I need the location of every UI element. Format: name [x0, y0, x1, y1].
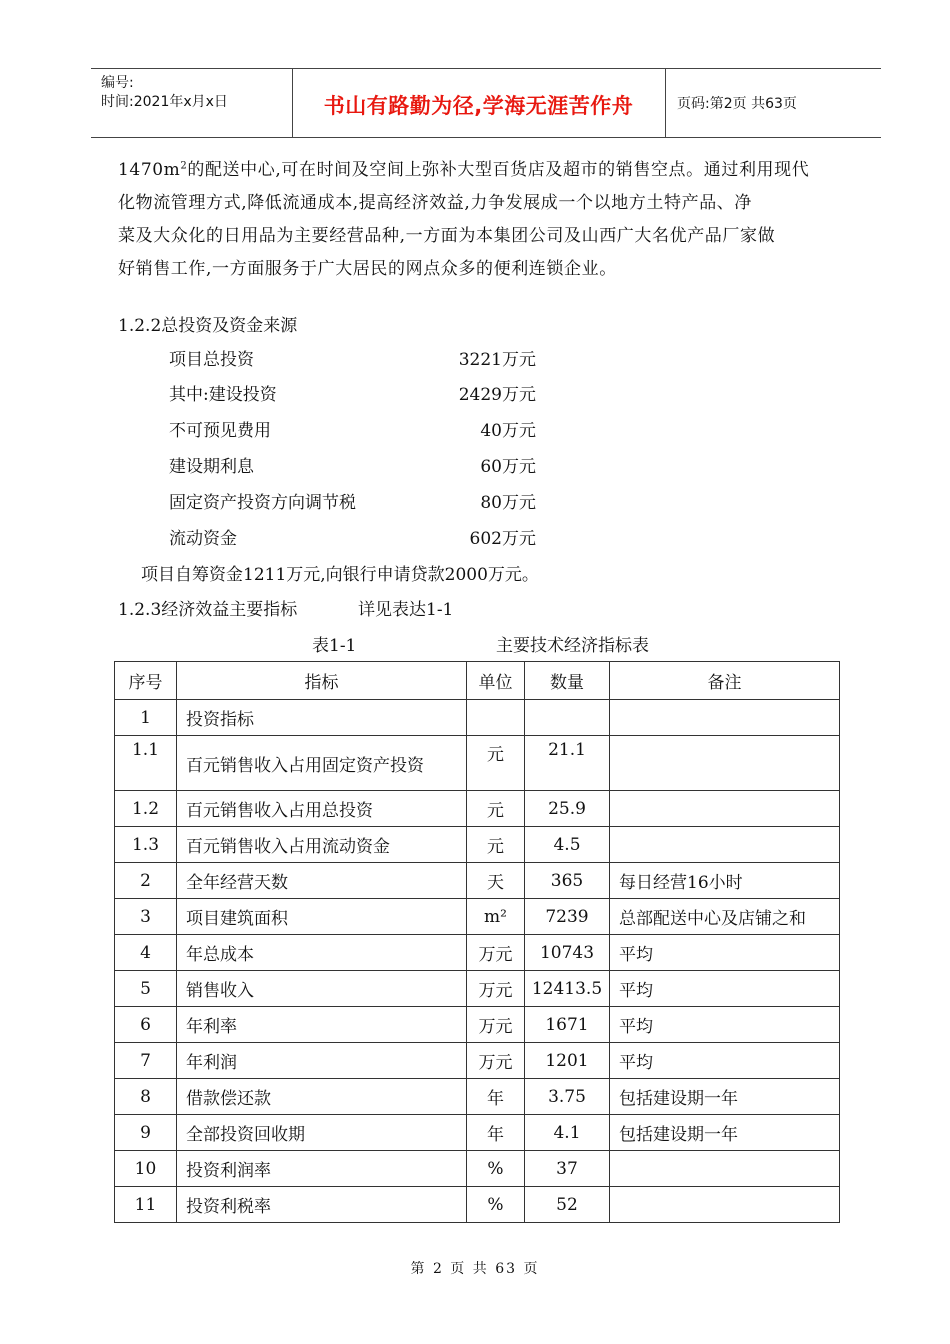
table-cell: 全年经营天数: [177, 863, 467, 899]
table-cell: %: [467, 1187, 525, 1223]
table-cell: 百元销售收入占用总投资: [177, 791, 467, 827]
investment-item-value: 40万元: [480, 421, 536, 441]
table-cell: 1.1: [115, 736, 177, 791]
table-cell: 7239: [525, 899, 610, 935]
table-header-cell: 序号: [115, 662, 177, 700]
table-row: [115, 791, 840, 827]
section-1-2-3-title: 1.2.3经济效益主要指标: [118, 600, 298, 620]
table-row: [115, 1079, 840, 1115]
investment-item-value: 60万元: [480, 457, 536, 477]
table-row: [115, 935, 840, 971]
investment-item-label: 不可预见费用: [169, 421, 271, 441]
table-cell: 4.5: [525, 827, 610, 863]
table-cell: 9: [115, 1115, 177, 1151]
page-footer: 第 2 页 共 63 页: [410, 1261, 540, 1277]
table-cell: 每日经营16小时: [610, 863, 840, 899]
table-cell: 21.1: [525, 736, 610, 791]
table-cell: 365: [525, 863, 610, 899]
table-cell: 总部配送中心及店铺之和: [610, 899, 840, 935]
header-page-cell: [665, 69, 881, 137]
table-row: [115, 700, 840, 736]
table-cell: 平均: [610, 971, 840, 1007]
table-header-cell: 备注: [610, 662, 840, 700]
investment-item-label: 项目总投资: [169, 350, 254, 370]
header-motto: 书山有路勤为径,学海无涯苦作舟: [323, 94, 634, 118]
table-cell: [610, 1187, 840, 1223]
table-cell: 4.1: [525, 1115, 610, 1151]
table-cell: 平均: [610, 1007, 840, 1043]
table-row: [115, 1043, 840, 1079]
table-cell: 借款偿还款: [177, 1079, 467, 1115]
section-1-2-3-note: 详见表达1-1: [358, 600, 454, 620]
table-cell: 投资利税率: [177, 1187, 467, 1223]
investment-item-label: 流动资金: [169, 529, 237, 549]
investment-item-value: 602万元: [469, 529, 536, 549]
header-motto-cell: [292, 69, 666, 137]
table-cell: 2: [115, 863, 177, 899]
table-cell: 投资指标: [177, 700, 467, 736]
table-cell: 7: [115, 1043, 177, 1079]
table-cell: 包括建设期一年: [610, 1115, 840, 1151]
table-cell: 全部投资回收期: [177, 1115, 467, 1151]
table-row: [115, 736, 840, 791]
investment-item-value: 2429万元: [458, 385, 536, 405]
intro-area-superscript: 2: [180, 160, 188, 172]
table-header-cell: 单位: [467, 662, 525, 700]
table-cell: 万元: [467, 1007, 525, 1043]
table-cell: 12413.5: [525, 971, 610, 1007]
table-cell: 4: [115, 935, 177, 971]
table-cell: 年利率: [177, 1007, 467, 1043]
header-meta: [91, 69, 293, 137]
table-row: [115, 1151, 840, 1187]
table-cell: [610, 700, 840, 736]
table-cell: 3: [115, 899, 177, 935]
table-cell: 6: [115, 1007, 177, 1043]
table-cell: [610, 791, 840, 827]
intro-area-value: 1470m: [118, 160, 181, 180]
table-cell: 平均: [610, 1043, 840, 1079]
table-cell: 1: [115, 700, 177, 736]
table-cell: 年利润: [177, 1043, 467, 1079]
funding-statement: 项目自筹资金1211万元,向银行申请贷款2000万元。: [141, 565, 539, 585]
intro-paragraph: [118, 154, 858, 286]
intro-line-1: [118, 154, 858, 187]
table-cell: 1.3: [115, 827, 177, 863]
table-cell: 年: [467, 1115, 525, 1151]
table-cell: 天: [467, 863, 525, 899]
table-cell: 25.9: [525, 791, 610, 827]
table-cell: 项目建筑面积: [177, 899, 467, 935]
table-caption-number: 表1-1: [312, 636, 357, 656]
intro-line-2: 化物流管理方式,降低流通成本,提高经济效益,力争发展成一个以地方土特产品、净: [118, 193, 753, 213]
investment-item-label: 固定资产投资方向调节税: [169, 493, 356, 513]
table-row: [115, 899, 840, 935]
investment-item-value: 3221万元: [458, 350, 536, 370]
document-time-label: 时间:2021年x月x日: [101, 94, 228, 110]
table-cell: 万元: [467, 971, 525, 1007]
table-cell: 年总成本: [177, 935, 467, 971]
table-cell: 百元销售收入占用流动资金: [177, 827, 467, 863]
table-caption-title: 主要技术经济指标表: [496, 636, 649, 656]
table-header-cell: 数量: [525, 662, 610, 700]
economic-indicators-table: [114, 661, 840, 1223]
table-header-row: [115, 662, 840, 700]
table-cell: m²: [467, 899, 525, 935]
table-row: [115, 1007, 840, 1043]
intro-line-4: 好销售工作,一方面服务于广大居民的网点众多的便利连锁企业。: [118, 259, 617, 279]
table-row: [115, 863, 840, 899]
table-cell: 1671: [525, 1007, 610, 1043]
header-page-number: 页码:第2页 共63页: [677, 96, 797, 112]
table-cell: 万元: [467, 935, 525, 971]
table-row: [115, 971, 840, 1007]
investment-item-value: 80万元: [480, 493, 536, 513]
table-cell: 10: [115, 1151, 177, 1187]
table-cell: 11: [115, 1187, 177, 1223]
table-cell: %: [467, 1151, 525, 1187]
table-row: [115, 1115, 840, 1151]
table-cell: 年: [467, 1079, 525, 1115]
table-cell: 包括建设期一年: [610, 1079, 840, 1115]
table-cell: 万元: [467, 1043, 525, 1079]
table-cell: [467, 700, 525, 736]
table-cell: [610, 827, 840, 863]
table-row: [115, 1187, 840, 1223]
table-cell: [525, 700, 610, 736]
table-cell: [610, 1151, 840, 1187]
table-cell: 百元销售收入占用固定资产投资: [177, 736, 467, 791]
table-row: [115, 827, 840, 863]
table-cell: [610, 736, 840, 791]
table-cell: 8: [115, 1079, 177, 1115]
intro-line-3: 菜及大众化的日用品为主要经营品种,一方面为本集团公司及山西广大名优产品厂家做: [118, 226, 776, 246]
investment-item-label: 其中:建设投资: [169, 385, 277, 405]
investment-item-label: 建设期利息: [169, 457, 254, 477]
table-cell: 投资利润率: [177, 1151, 467, 1187]
table-cell: 37: [525, 1151, 610, 1187]
table-cell: 元: [467, 827, 525, 863]
table-cell: 销售收入: [177, 971, 467, 1007]
intro-line-1-text: 的配送中心,可在时间及空间上弥补大型百货店及超市的销售空点。通过利用现代: [187, 160, 810, 180]
table-cell: 1.2: [115, 791, 177, 827]
table-cell: 平均: [610, 935, 840, 971]
table-cell: 元: [467, 736, 525, 791]
table-cell: 元: [467, 791, 525, 827]
table-cell: 10743: [525, 935, 610, 971]
page-header: [91, 68, 881, 138]
section-1-2-2-title: 1.2.2总投资及资金来源: [118, 316, 298, 336]
table-cell: 1201: [525, 1043, 610, 1079]
table-cell: 5: [115, 971, 177, 1007]
table-cell: 3.75: [525, 1079, 610, 1115]
document-number-label: 编号:: [101, 75, 134, 91]
table-cell: 52: [525, 1187, 610, 1223]
table-header-cell: 指标: [177, 662, 467, 700]
